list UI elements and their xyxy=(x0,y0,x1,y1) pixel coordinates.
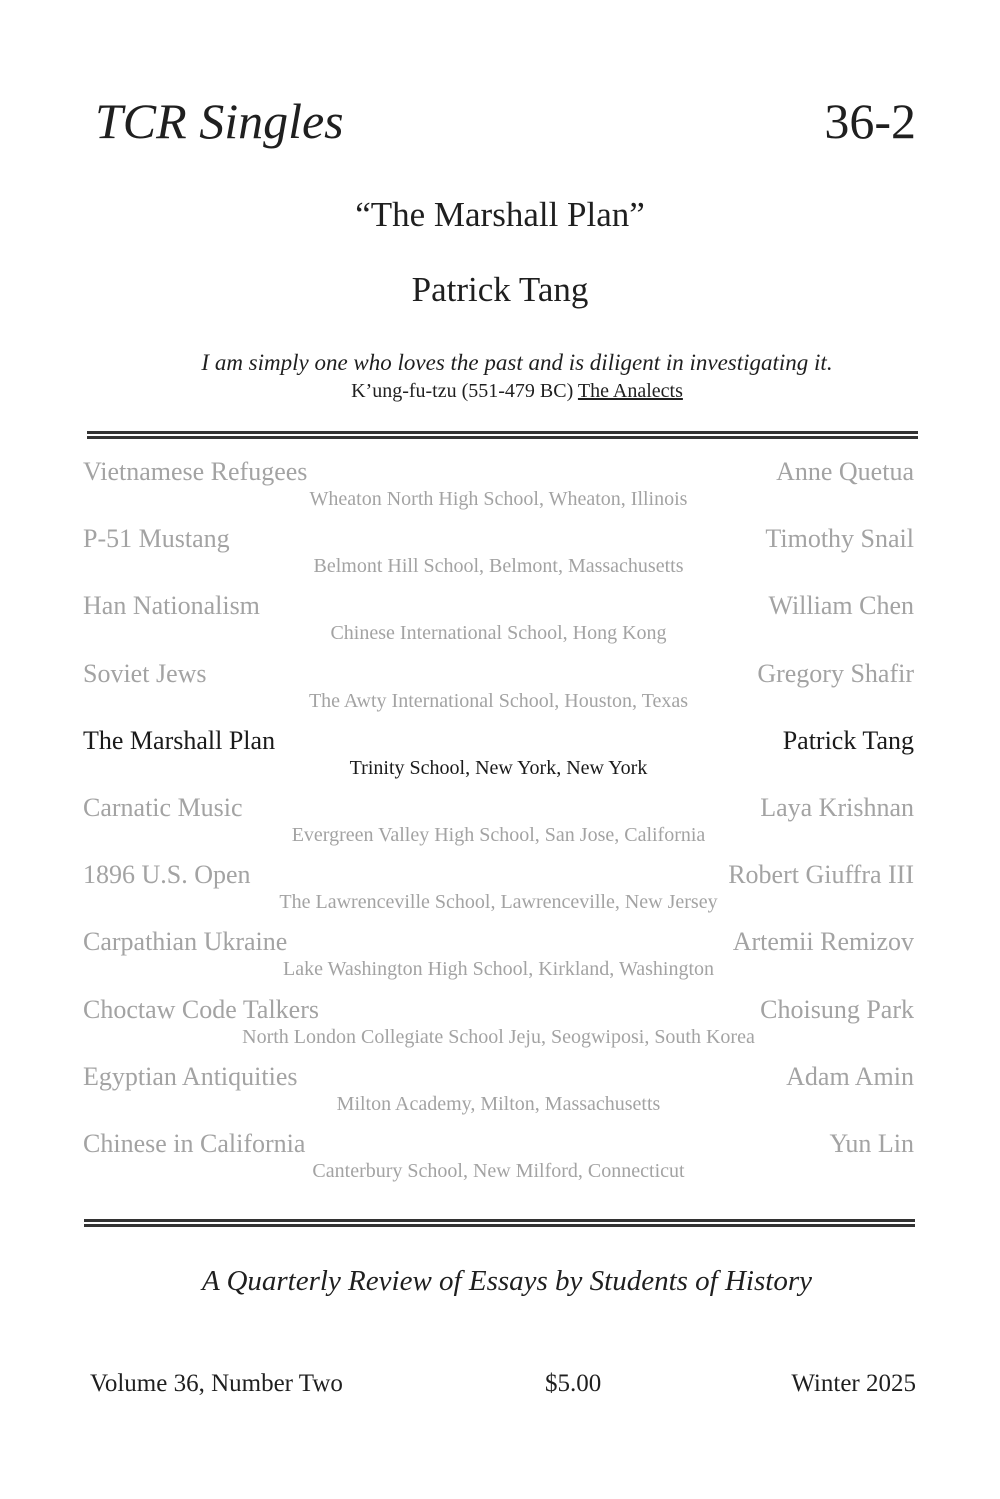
toc-entry-line xyxy=(83,455,914,489)
cover-header xyxy=(95,92,916,150)
toc-entry xyxy=(83,925,914,992)
toc-entry-line xyxy=(83,1060,914,1094)
toc-entry-title: The Marshall Plan xyxy=(83,725,276,755)
toc-entry xyxy=(83,455,914,522)
toc-entry-school: Canterbury School, New Milford, Connecticut xyxy=(312,1159,685,1182)
epigraph-quote: I am simply one who loves the past and is diligent in investigating it. xyxy=(201,350,833,375)
epigraph-source xyxy=(0,380,1000,403)
toc-entry-line xyxy=(83,522,914,556)
toc-entry-school: Belmont Hill School, Belmont, Massachusetts xyxy=(313,555,684,578)
toc-entry xyxy=(83,1060,914,1127)
price: $5.00 xyxy=(545,1370,602,1397)
toc-entry-author: Choisung Park xyxy=(760,994,914,1024)
toc-entry xyxy=(83,993,914,1060)
toc-entry-school: Chinese International School, Hong Kong xyxy=(330,622,667,645)
bottom-double-rule xyxy=(84,1219,915,1227)
toc-entry-school: Wheaton North High School, Wheaton, Illinois xyxy=(309,488,688,510)
tagline: A Quarterly Review of Essays by Students of History xyxy=(202,1265,812,1297)
series-title: TCR Singles xyxy=(95,93,344,149)
toc-entry-line xyxy=(83,993,914,1027)
toc-entry-author: Gregory Shafir xyxy=(757,658,914,688)
toc-entry-title: Han Nationalism xyxy=(83,591,260,621)
issue-season: Winter 2025 xyxy=(791,1370,916,1397)
toc-entry-line xyxy=(83,1127,914,1161)
toc-entry-line xyxy=(83,858,914,892)
toc-entry-line xyxy=(83,657,914,691)
toc-entry-author: Artemii Remizov xyxy=(732,927,914,957)
toc-entry-title: Chinese in California xyxy=(83,1128,306,1158)
toc-entry-author: Adam Amin xyxy=(786,1061,914,1091)
toc-entry-title: 1896 U.S. Open xyxy=(83,860,251,890)
toc-entry-title: P-51 Mustang xyxy=(83,524,230,554)
toc-entry-title: Soviet Jews xyxy=(83,658,207,688)
essay-title: “The Marshall Plan” xyxy=(355,195,645,234)
toc-entry xyxy=(83,858,914,925)
toc-entry-line xyxy=(83,589,914,623)
epigraph-book: The Analects xyxy=(577,380,683,402)
toc-entry xyxy=(83,522,914,589)
issue-number: 36-2 xyxy=(824,93,916,149)
toc-entry-school: North London Collegiate School Jeju, Seogwiposi, South Korea xyxy=(242,1025,755,1048)
toc-entry-author: Yun Lin xyxy=(829,1128,914,1158)
toc-entry-school: Trinity School, New York, New York xyxy=(349,756,648,779)
cover-footer xyxy=(90,1370,916,1402)
toc-entry-author: Anne Quetua xyxy=(776,457,914,486)
toc-entry-title: Carnatic Music xyxy=(83,792,243,822)
toc-entry xyxy=(83,1127,914,1194)
toc-entry xyxy=(83,724,914,791)
toc-entry-author: Laya Krishnan xyxy=(760,792,914,822)
toc-entry-title: Choctaw Code Talkers xyxy=(83,994,319,1024)
epigraph-attribution: K’ung-fu-tzu (551-479 BC) xyxy=(351,380,574,402)
toc-entry-author: Patrick Tang xyxy=(782,725,914,755)
toc-entry-line xyxy=(83,925,914,959)
toc-entry xyxy=(83,791,914,858)
toc-entry xyxy=(83,589,914,656)
toc-entry-author: Robert Giuffra III xyxy=(728,860,914,890)
toc-entry-school: The Awty International School, Houston, Texas xyxy=(308,689,689,712)
toc-entry-title: Carpathian Ukraine xyxy=(83,927,288,957)
toc-entry-school: The Lawrenceville School, Lawrenceville, New Jersey xyxy=(279,891,718,914)
toc-entry-title: Egyptian Antiquities xyxy=(83,1061,298,1091)
toc-entry-author: William Chen xyxy=(768,591,914,621)
toc-entry-line xyxy=(83,791,914,825)
toc-entry-school: Evergreen Valley High School, San Jose, California xyxy=(291,823,706,846)
volume-number: Volume 36, Number Two xyxy=(90,1370,343,1397)
toc-entry-title: Vietnamese Refugees xyxy=(83,457,308,486)
toc-entry-line xyxy=(83,724,914,758)
toc-entry xyxy=(83,657,914,724)
top-double-rule xyxy=(87,431,918,439)
toc-entry-author: Timothy Snail xyxy=(765,524,914,554)
toc-entry-school: Lake Washington High School, Kirkland, Washington xyxy=(283,958,714,981)
toc-entry-school: Milton Academy, Milton, Massachusetts xyxy=(336,1092,661,1115)
author-name: Patrick Tang xyxy=(411,270,589,309)
table-of-contents xyxy=(83,455,914,1194)
